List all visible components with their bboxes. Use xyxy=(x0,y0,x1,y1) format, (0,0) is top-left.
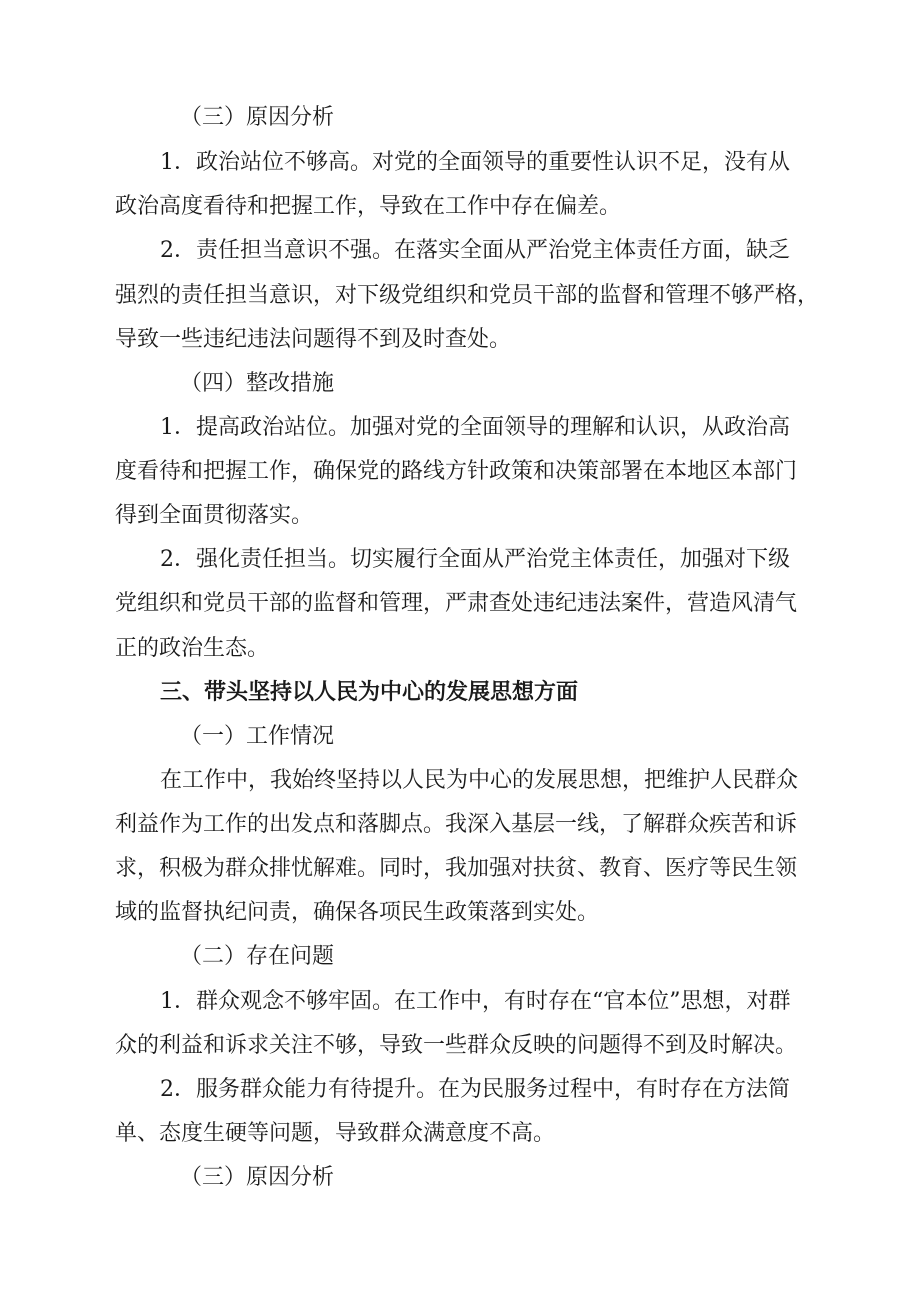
paragraph-line: 域的监督执纪问责，确保各项民生政策落到实处。 xyxy=(115,900,600,925)
paragraph-line: 1．群众观念不够牢固。在工作中，有时存在“官本位”思想，对群 xyxy=(160,989,791,1014)
paragraph-line: 1．政治站位不够高。对党的全面领导的重要性认识不足，没有从 xyxy=(160,150,790,175)
paragraph-line: 求，积极为群众排忧解难。同时，我加强对扶贫、教育、医疗等民生领 xyxy=(115,856,798,881)
paragraph-line: 度看待和把握工作，确保党的路线方针政策和决策部署在本地区本部门 xyxy=(115,459,798,484)
paragraph-line: 2．责任担当意识不强。在落实全面从严治党主体责任方面，缺乏 xyxy=(160,238,790,263)
paragraph-line: 2．强化责任担当。切实履行全面从严治党主体责任，加强对下级 xyxy=(160,547,790,572)
paragraph-line: 得到全面贯彻落实。 xyxy=(115,503,314,528)
section-heading-work-status: （一）工作情况 xyxy=(180,724,335,749)
paragraph-line: 党组织和党员干部的监督和管理，严肃查处违纪违法案件，营造风清气 xyxy=(115,591,798,616)
section-heading-rectification: （四）整改措施 xyxy=(180,371,335,396)
section-heading-existing-problems: （二）存在问题 xyxy=(180,944,335,969)
paragraph-line: 众的利益和诉求关注不够，导致一些群众反映的问题得不到及时解决。 xyxy=(115,1033,798,1058)
section-heading-cause-analysis-2: （三）原因分析 xyxy=(180,1165,335,1190)
paragraph-line: 1．提高政治站位。加强对党的全面领导的理解和认识，从政治高 xyxy=(160,415,790,440)
paragraph-line: 单、态度生硬等问题，导致群众满意度不高。 xyxy=(115,1121,556,1146)
paragraph-line: 导致一些违纪违法问题得不到及时查处。 xyxy=(115,327,512,352)
paragraph-line: 利益作为工作的出发点和落脚点。我深入基层一线，了解群众疾苦和诉 xyxy=(115,812,798,837)
paragraph-line: 在工作中，我始终坚持以人民为中心的发展思想，把维护人民群众 xyxy=(160,768,799,793)
paragraph-line: 2．服务群众能力有待提升。在为民服务过程中，有时存在方法简 xyxy=(160,1077,790,1102)
part-title: 三、带头坚持以人民为中心的发展思想方面 xyxy=(160,680,579,705)
paragraph-line: 正的政治生态。 xyxy=(115,636,270,661)
section-heading-cause-analysis: （三）原因分析 xyxy=(180,105,335,130)
paragraph-line: 政治高度看待和把握工作，导致在工作中存在偏差。 xyxy=(115,194,622,219)
paragraph-line: 强烈的责任担当意识，对下级党组织和党员干部的监督和管理不够严格， xyxy=(115,283,820,308)
